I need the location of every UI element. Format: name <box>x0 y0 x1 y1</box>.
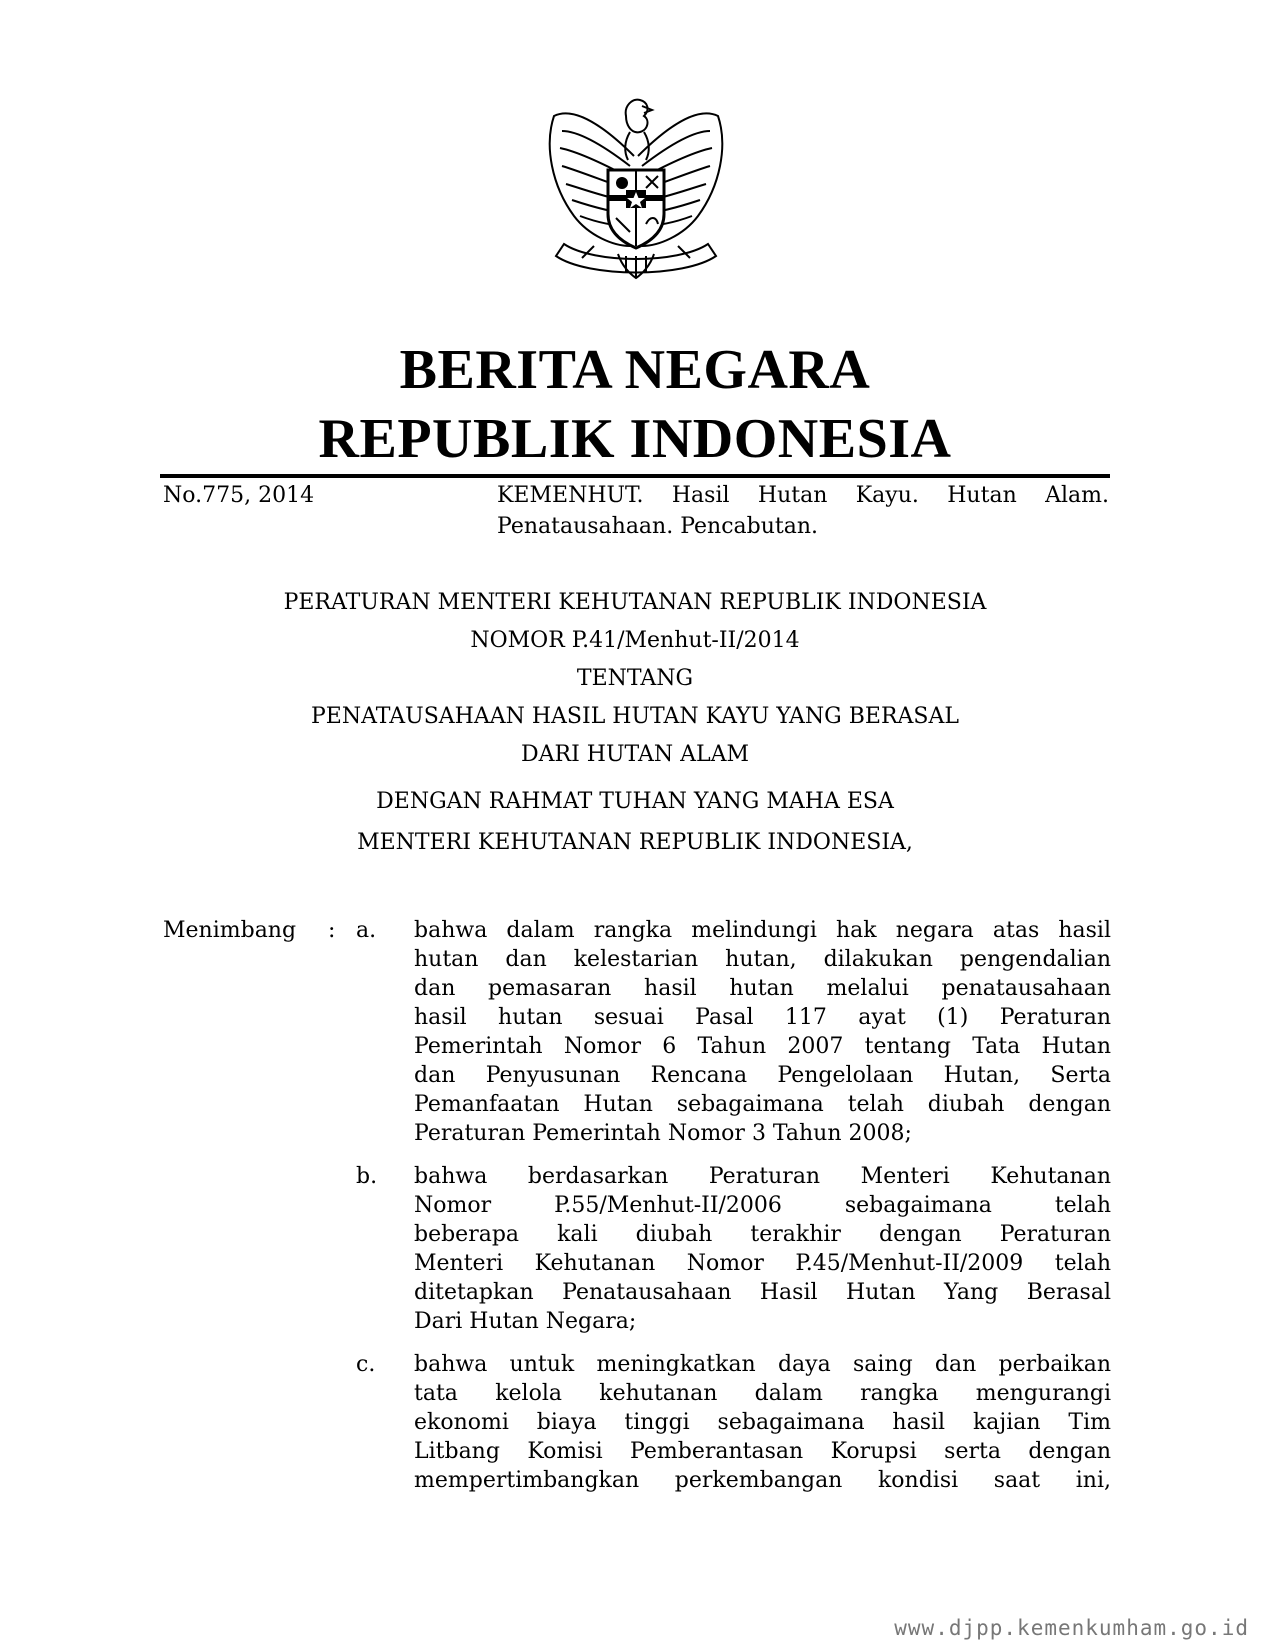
text-line: ditetapkan Penatausahaan Hasil Hutan Yang Berasal <box>414 1280 1111 1305</box>
text-line: bahwa berdasarkan Peraturan Menteri Kehutanan <box>414 1164 1111 1189</box>
considering-item-a <box>414 916 1111 1148</box>
opening-formula <box>160 781 1110 863</box>
considering-colon: : <box>328 918 336 943</box>
gazette-subject-line: Penatausahaan. Pencabutan. <box>497 514 819 539</box>
footer-url: www.djpp.kemenkumham.go.id <box>894 1616 1249 1640</box>
regulation-title-line: DARI HUTAN ALAM <box>520 742 749 767</box>
masthead-subtitle: REPUBLIK INDONESIA <box>318 408 952 470</box>
text-line: dan pemasaran hasil hutan melalui penatausahaan <box>414 976 1111 1001</box>
text-line: beberapa kali diubah terakhir dengan Peraturan <box>414 1222 1111 1247</box>
text-line: Nomor P.55/Menhut-II/2006 sebagaimana telah <box>414 1193 1111 1218</box>
text-line: dan Penyusunan Rencana Pengelolaan Hutan, Serta <box>414 1063 1111 1088</box>
text-line: bahwa untuk meningkatkan daya saing dan perbaikan <box>414 1352 1111 1377</box>
gazette-number: No.775, 2014 <box>163 483 315 508</box>
regulation-title-line: TENTANG <box>576 666 694 691</box>
item-marker: a. <box>356 918 377 943</box>
text-line: ekonomi biaya tinggi sebagaimana hasil kajian Tim <box>414 1410 1111 1435</box>
text-line: tata kelola kehutanan dalam rangka mengurangi <box>414 1381 1111 1406</box>
regulation-title-line: PERATURAN MENTERI KEHUTANAN REPUBLIK INDONESIA <box>283 590 987 615</box>
text-line: Pemerintah Nomor 6 Tahun 2007 tentang Tata Hutan <box>414 1034 1111 1059</box>
regulation-number: NOMOR P.41/Menhut-II/2014 <box>470 628 800 653</box>
text-line: hutan dan kelestarian hutan, dilakukan pengendalian <box>414 947 1111 972</box>
text-line: bahwa dalam rangka melindungi hak negara atas hasil <box>414 918 1111 943</box>
gazette-subject-line: KEMENHUT. Hasil Hutan Kayu. Hutan Alam. <box>497 483 1109 508</box>
text-line: Menteri Kehutanan Nomor P.45/Menhut-II/2009 telah <box>414 1251 1111 1276</box>
opening-line: DENGAN RAHMAT TUHAN YANG MAHA ESA <box>376 789 894 814</box>
text-line: mempertimbangkan perkembangan kondisi saat ini, <box>414 1468 1111 1493</box>
masthead-title: BERITA NEGARA <box>399 339 871 401</box>
considering-item-b <box>414 1162 1111 1336</box>
text-line: Dari Hutan Negara; <box>414 1309 637 1334</box>
text-line: Litbang Komisi Pemberantasan Korupsi serta dengan <box>414 1439 1111 1464</box>
regulation-title <box>160 584 1110 774</box>
considering-label: Menimbang <box>163 918 297 943</box>
garuda-emblem-icon <box>534 86 738 294</box>
item-marker: b. <box>356 1164 378 1189</box>
text-line: Peraturan Pemerintah Nomor 3 Tahun 2008; <box>414 1121 912 1146</box>
regulation-title-line: PENATAUSAHAAN HASIL HUTAN KAYU YANG BERASAL <box>311 704 959 729</box>
text-line: Pemanfaatan Hutan sebagaimana telah diubah dengan <box>414 1092 1111 1117</box>
gazette-subject <box>497 480 1109 542</box>
opening-line: MENTERI KEHUTANAN REPUBLIK INDONESIA, <box>357 830 913 855</box>
item-marker: c. <box>356 1352 376 1377</box>
text-line: hasil hutan sesuai Pasal 117 ayat (1) Peraturan <box>414 1005 1111 1030</box>
masthead-divider <box>160 474 1110 478</box>
considering-item-c <box>414 1350 1111 1495</box>
